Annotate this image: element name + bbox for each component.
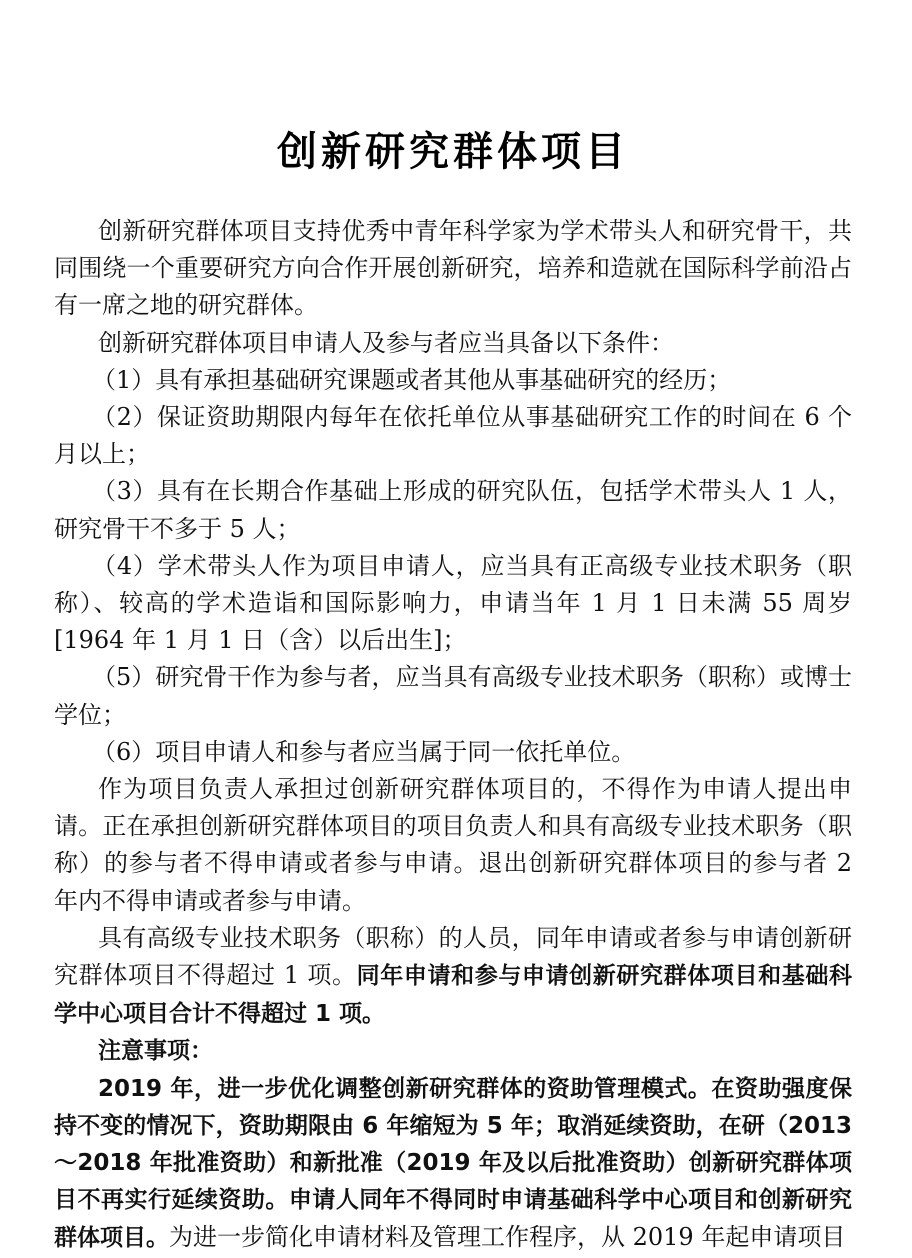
notes-paragraph [54,1071,852,1258]
condition-item-4: （4）学术带头人作为项目申请人，应当具有正高级专业技术职务（职称）、较高的学术造诣和国际影响力，申请当年 1 月 1 日未满 55 周岁[1964 年 1 月 1 日（含）以后出生]； [54,551,852,655]
notes-heading: 注意事项： [98,1038,213,1065]
document-page [54,0,852,1258]
condition-item-2: （2）保证资助期限内每年在依托单位从事基础研究工作的时间在 6 个月以上； [54,403,852,469]
condition-item-1: （1）具有承担基础研究课题或者其他从事基础研究的经历； [92,365,732,394]
restriction-paragraph: 作为项目负责人承担过创新研究群体项目的，不得作为申请人提出申请。正在承担创新研究群体项目的项目负责人和具有高级专业技术职务（职称）的参与者不得申请或者参与申请。退出创新研究群体项目的参与者 2 年内不得申请或者参与申请。 [54,775,852,915]
notes-emphasis: 2019 年，进一步优化调整创新研究群体的资助管理模式。在资助强度保持不变的情况下，资助期限由 6 年缩短为 5 年；取消延续资助，在研（2013～2018 年批准资助）和新批准（2019 年及以后批准资助）创新研究群体项目不再实行延续资助。申请人同年不得同时申请基础科学中心项目和创新研究群体项目。 [54,1075,852,1252]
page-title: 创新研究群体项目 [277,129,629,175]
intro-paragraph: 创新研究群体项目支持优秀中青年科学家为学术带头人和研究骨干，共同围绕一个重要研究方向合作开展创新研究，培养和造就在国际科学前沿占有一席之地的研究群体。 [54,217,852,320]
document-body [54,213,852,1258]
condition-item-6: （6）项目申请人和参与者应当属于同一依托单位。 [92,737,636,766]
notes-text: 为进一步简化申请材料及管理工作程序，从 2019 年起申请项目 [169,1223,846,1252]
limit-text: 具有高级专业技术职务（职称）的人员，同年申请或者参与申请创新研究群体项目不得超过 1 项。 [54,923,852,990]
condition-item-3: （3）具有在长期合作基础上形成的研究队伍，包括学术带头人 1 人，研究骨干不多于 5 人； [54,477,852,543]
limit-emphasis: 同年申请和参与申请创新研究群体项目和基础科学中心项目合计不得超过 1 项。 [54,963,852,1028]
conditions-intro-paragraph: 创新研究群体项目申请人及参与者应当具备以下条件： [98,328,674,357]
condition-item-5: （5）研究骨干作为参与者，应当具有高级专业技术职务（职称）或博士学位； [54,663,852,729]
limit-paragraph [54,920,852,1034]
